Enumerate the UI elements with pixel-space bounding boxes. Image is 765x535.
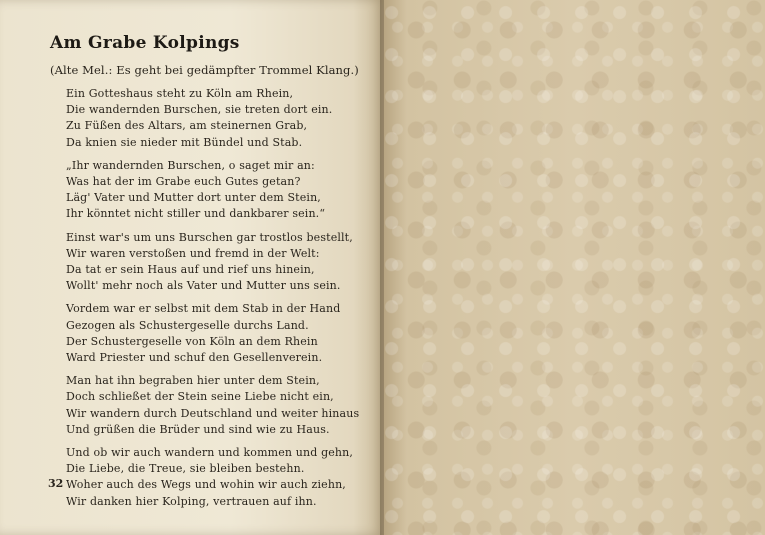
- verse-line: Ihr könntet nicht stiller und dankbarer sein.“: [66, 207, 326, 221]
- stanza: [66, 445, 366, 510]
- song-text: [66, 86, 366, 517]
- verse-line: Gezogen als Schustergeselle durchs Land.: [66, 318, 309, 332]
- verse-line: Vordem war er selbst mit dem Stab in der Hand: [66, 302, 341, 316]
- verse-line: Wir waren verstoßen und fremd in der Welt:: [66, 246, 320, 260]
- stanza: [66, 301, 366, 366]
- verse-line: Und ob wir auch wandern und kommen und gehn,: [66, 446, 354, 460]
- verse-line: Was hat der im Grabe euch Gutes getan?: [66, 175, 301, 189]
- song-title: Am Grabe Kolpings: [50, 33, 240, 53]
- stanza: [66, 230, 366, 295]
- page-number: 32: [48, 477, 64, 490]
- verse-line: „Ihr wandernden Burschen, o saget mir an:: [66, 158, 315, 172]
- verse-line: Wollt' mehr noch als Vater und Mutter uns sein.: [66, 279, 341, 293]
- melody-note: (Alte Mel.: Es geht bei gedämpfter Trommel Klang.): [50, 63, 359, 77]
- verse-line: Ein Gotteshaus steht zu Köln am Rhein,: [66, 87, 294, 100]
- verse-line: Woher auch des Wegs und wohin wir auch ziehn,: [66, 478, 346, 492]
- verse-line: Ward Priester und schuf den Gesellenverein.: [66, 351, 323, 365]
- verse-line: Man hat ihn begraben hier unter dem Stein,: [66, 374, 320, 388]
- verse-line: Zu Füßen des Altars, am steinernen Grab,: [66, 119, 308, 133]
- verse-line: Da knien sie nieder mit Bündel und Stab.: [66, 135, 303, 149]
- right-page-endpaper: [384, 0, 765, 535]
- verse-line: Die Liebe, die Treue, sie bleiben bestehn.: [66, 462, 305, 476]
- verse-line: Einst war's um uns Burschen gar trostlos bestellt,: [66, 230, 353, 244]
- verse-line: Der Schustergeselle von Köln an dem Rhein: [66, 334, 318, 348]
- verse-line: Wir wandern durch Deutschland und weiter hinaus: [66, 406, 360, 420]
- stanza: [66, 373, 366, 438]
- verse-line: Und grüßen die Brüder und sind wie zu Haus.: [66, 422, 330, 436]
- verse-line: Läg' Vater und Mutter dort unter dem Stein,: [66, 191, 321, 205]
- verse-line: Die wandernden Burschen, sie treten dort ein.: [66, 103, 333, 117]
- stanza: [66, 86, 366, 151]
- verse-line: Da tat er sein Haus auf und rief uns hinein,: [66, 263, 315, 277]
- verse-line: Wir danken hier Kolping, vertrauen auf ihn.: [66, 494, 317, 508]
- verse-line: Doch schließet der Stein seine Liebe nicht ein,: [66, 390, 334, 404]
- stanza: [66, 158, 366, 223]
